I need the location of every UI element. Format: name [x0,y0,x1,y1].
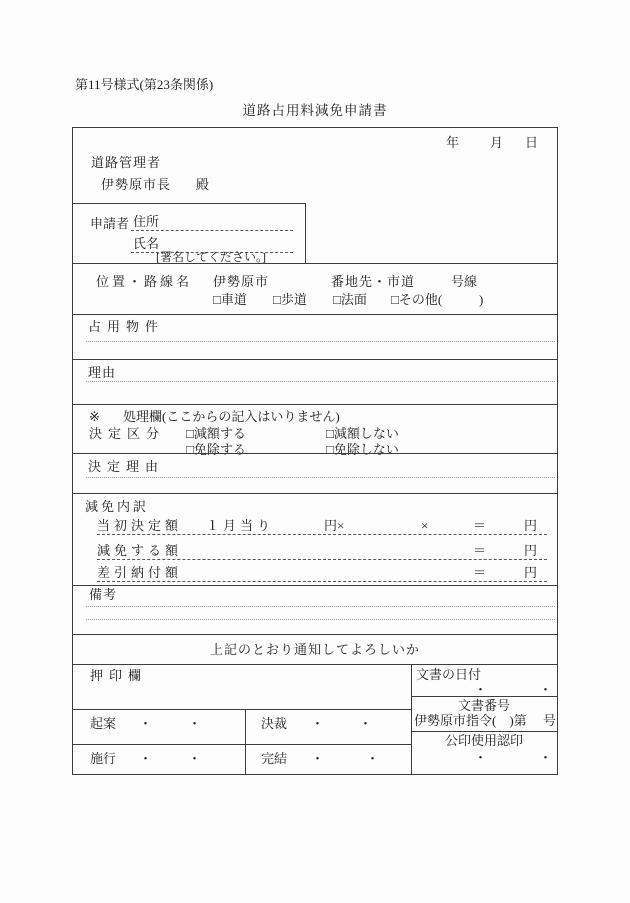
doc-date-label: 文書の日付 [416,667,482,682]
date-dot: ・ [311,716,325,731]
equals-sign: ＝ [473,518,487,533]
approval-table-hline [73,709,411,710]
form-title: 道路占用料減免申請書 [242,103,388,118]
decision-label: 決裁 [261,716,288,731]
checkbox-reduce-yes[interactable] [186,427,246,441]
address-label: 住所 [133,214,160,229]
checkbox-other-label: その他( [398,292,443,307]
location-lot-label: 番地先・市道 [331,274,416,289]
checkbox-exempt-no-label: 免除しない [333,442,399,457]
address-field-line[interactable] [131,214,293,231]
approval-table-vline [245,709,246,774]
date-month-label: 月 [490,135,504,150]
checkbox-reduce-no[interactable] [326,427,399,441]
section-divider [73,359,557,360]
official-seal-label: 公印使用認印 [444,733,523,748]
checkbox-icon: □ [273,292,281,307]
section-divider [73,493,557,494]
reason-label: 理由 [88,365,117,380]
checkbox-icon: □ [326,426,334,441]
checkbox-icon: □ [186,426,194,441]
location-label: 位置・路線名 [96,274,193,289]
equals-sign: ＝ [473,543,487,558]
name-label: 氏名 [133,236,160,251]
equals-sign: ＝ [473,565,487,580]
date-dot: ・ [539,750,553,765]
checkbox-reduce-no-label: 減額しない [333,426,399,441]
section-divider [73,634,557,635]
occupied-property-label: 占用物件 [88,319,165,334]
checkbox-other[interactable] [391,293,442,307]
checkbox-slope-label: 法面 [340,292,367,307]
net-payment-row[interactable] [97,565,547,582]
decision-division-label: 決定区分 [89,426,166,441]
location-route-label: 号線 [451,274,478,289]
checkbox-icon: □ [326,442,334,457]
directive-prefix: 伊勢原市指令( )第 [414,713,527,728]
net-payment-label: 差引納付額 [97,565,183,580]
date-dot: ・ [359,716,373,731]
date-dot: ・ [474,750,488,765]
checkbox-icon: □ [186,442,194,457]
applicant-box [73,203,306,263]
section-divider [73,404,557,405]
yen-label: 円 [524,543,538,558]
checkbox-roadway-label: 車道 [220,292,247,307]
date-dot: ・ [474,682,488,697]
location-city: 伊勢原市 [213,274,270,289]
checkbox-sidewalk[interactable] [273,293,307,307]
reduction-amount-row[interactable] [97,543,547,560]
honorific-label: 殿 [196,177,210,192]
checkbox-icon: □ [333,292,341,307]
initial-amount-label: 当初決定額 [97,518,183,533]
checkbox-icon: □ [391,292,399,307]
date-day-label: 日 [525,135,539,150]
date-dot: ・ [139,751,153,766]
seal-column-label: 押印欄 [90,668,148,683]
occupied-property-input-line[interactable] [86,341,555,342]
checkbox-roadway[interactable] [213,293,247,307]
checkbox-reduce-yes-label: 減額する [193,426,246,441]
remarks-input-line[interactable] [86,619,555,620]
decision-reason-input-line[interactable] [86,477,555,478]
section-divider [73,585,557,586]
approval-table-hline [73,744,411,745]
doc-number-label: 文書番号 [457,698,510,713]
checkbox-exempt-no[interactable] [326,443,399,457]
date-line [446,136,538,150]
other-close-paren: ) [479,292,484,307]
date-year-label: 年 [446,135,460,150]
notice-text: 上記のとおり通知してよろしいか [209,642,420,657]
date-dot: ・ [366,751,380,766]
approval-table-hline [411,731,557,732]
remarks-input-line[interactable] [86,606,555,607]
date-dot: ・ [311,751,325,766]
date-dot: ・ [188,751,202,766]
checkbox-sidewalk-label: 歩道 [280,292,307,307]
initial-amount-row[interactable] [97,518,547,535]
section-divider [73,314,557,315]
reduction-amount-label: 減免する額 [97,543,183,558]
checkbox-exempt-yes[interactable] [186,443,246,457]
directive-suffix: 号 [543,713,557,728]
form-border-box [72,127,558,775]
yen-label: 円 [524,565,538,580]
checkbox-icon: □ [213,292,221,307]
checkbox-exempt-yes-label: 免除する [193,442,246,457]
times-sign: × [421,518,429,533]
approval-table-vline [411,664,412,774]
enforcement-label: 施行 [90,751,117,766]
completion-label: 完結 [261,751,288,766]
date-dot: ・ [539,682,553,697]
reason-input-line[interactable] [86,381,555,382]
reference-mark-icon: ※ [89,409,100,424]
checkbox-slope[interactable] [333,293,367,307]
section-divider [73,263,557,264]
yen-times-label: 円× [324,518,345,533]
breakdown-label: 減免内訳 [85,499,150,514]
processing-note: 処理欄(ここからの記入はいりません) [123,409,340,424]
section-divider [73,453,557,454]
applicant-label: 申請者 [90,216,130,231]
per-month-label: １月当り [206,518,275,533]
road-administrator-label: 道路管理者 [91,155,162,170]
draft-label: 起案 [90,716,117,731]
remarks-label: 備考 [89,587,118,602]
form-number: 第11号様式(第23条関係) [75,77,214,92]
decision-reason-label: 決定理由 [88,459,165,474]
date-dot: ・ [139,716,153,731]
yen-label: 円 [524,518,538,533]
approval-table-top-line [73,664,557,665]
mayor-label: 伊勢原市長 [101,177,172,192]
signature-note: [署名してください。] [156,250,266,264]
date-dot: ・ [188,716,202,731]
